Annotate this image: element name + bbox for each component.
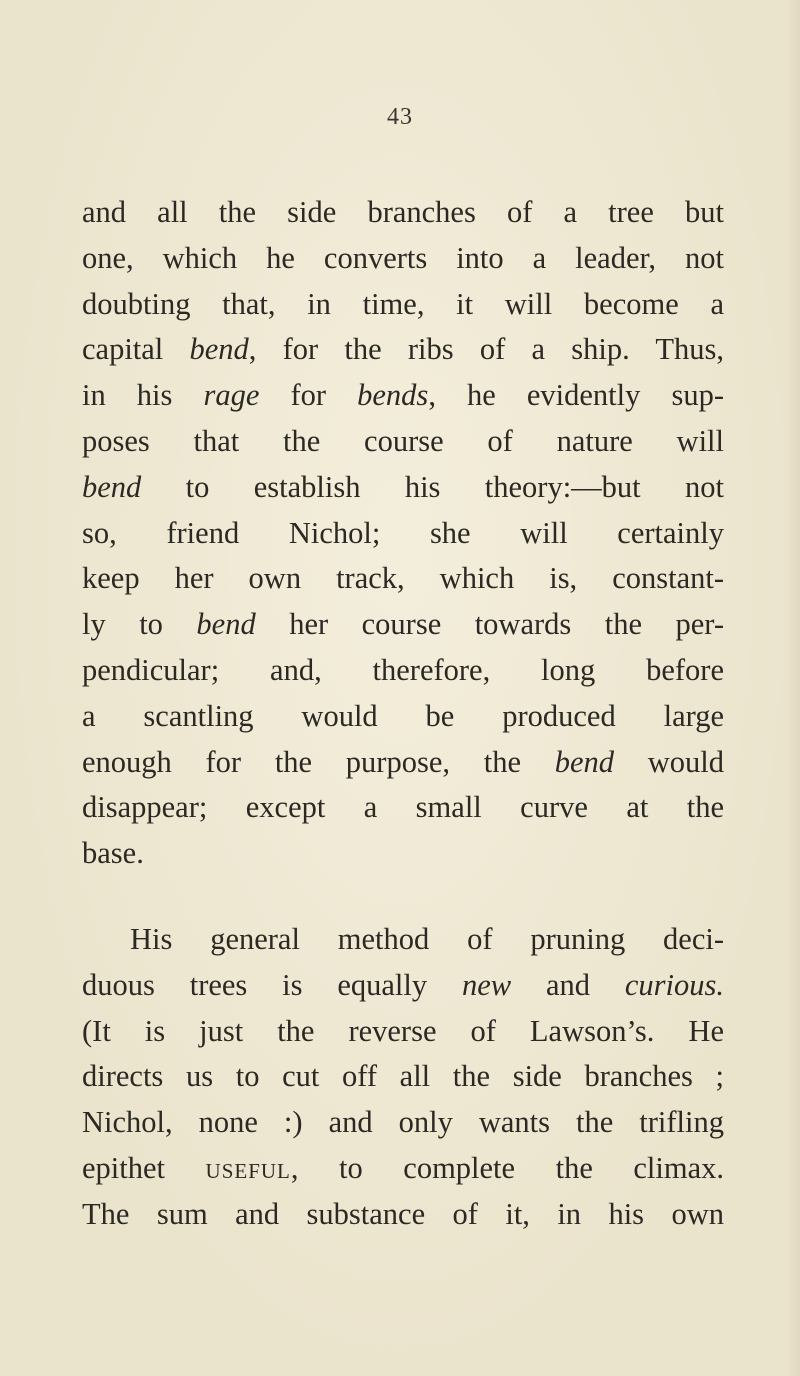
text-line — [82, 1146, 724, 1192]
text-run: ly to — [82, 607, 197, 642]
text-run: , to complete the climax. — [290, 1150, 725, 1185]
text-line: one, which he converts into a leader, not — [82, 240, 724, 275]
text-line — [82, 963, 724, 1009]
text-line: pendicular; and, therefore, long before — [82, 652, 724, 687]
text-run: enough for the purpose, the — [82, 744, 555, 779]
italic-word: rage — [203, 378, 260, 413]
text-run: capital — [82, 332, 190, 367]
text-run: for — [259, 378, 358, 413]
paragraph-1 — [82, 190, 724, 877]
text-run: would — [614, 744, 725, 779]
text-run: duous trees is equally — [82, 967, 462, 1002]
text-line: doubting that, in time, it will become a — [82, 286, 724, 321]
text-line: base. — [82, 836, 144, 871]
text-line: (It is just the reverse of Lawson’s. He — [82, 1013, 724, 1048]
italic-word: bends — [357, 378, 429, 413]
paragraph-2 — [82, 917, 724, 1238]
paragraph-spacer — [82, 877, 724, 917]
text-run: her course towards the per- — [255, 607, 724, 642]
italic-word: bend — [196, 607, 256, 642]
text-run: , he evidently sup- — [428, 378, 724, 413]
text-line: so, friend Nichol; she will certainly — [82, 515, 724, 550]
text-line — [82, 373, 724, 419]
text-run: epithet — [82, 1150, 206, 1185]
text-run: in his — [82, 378, 204, 413]
text-line: and all the side branches of a tree but — [82, 195, 724, 229]
page-number: 43 — [387, 104, 413, 130]
text-run: to establish his theory:—but not — [141, 469, 724, 504]
text-run: and — [511, 967, 625, 1002]
text-line: poses that the course of nature will — [82, 423, 724, 458]
text-line: keep her own track, which is, constant- — [82, 561, 724, 596]
text-line: The sum and substance of it, in his own — [82, 1196, 724, 1231]
text-line — [82, 465, 724, 511]
text-line: directs us to cut off all the side branches ; — [82, 1059, 724, 1094]
text-line — [82, 740, 724, 786]
text-line: a scantling would be produced large — [82, 698, 724, 733]
text-line: His general method of pruning deci- — [130, 921, 724, 956]
text-line — [82, 602, 724, 648]
italic-word: bend — [82, 469, 142, 504]
italic-word: bend — [189, 332, 249, 367]
text-run: , for the ribs of a ship. Thus, — [248, 332, 724, 367]
italic-word: new — [461, 967, 512, 1002]
text-line: disappear; except a small curve at the — [82, 790, 724, 825]
italic-word: curious. — [624, 967, 724, 1002]
body-text — [82, 190, 724, 1238]
small-caps-word: useful — [205, 1150, 291, 1185]
text-line — [82, 327, 724, 373]
italic-word: bend — [554, 744, 615, 779]
text-line: Nichol, none :) and only wants the trifling — [82, 1105, 724, 1140]
